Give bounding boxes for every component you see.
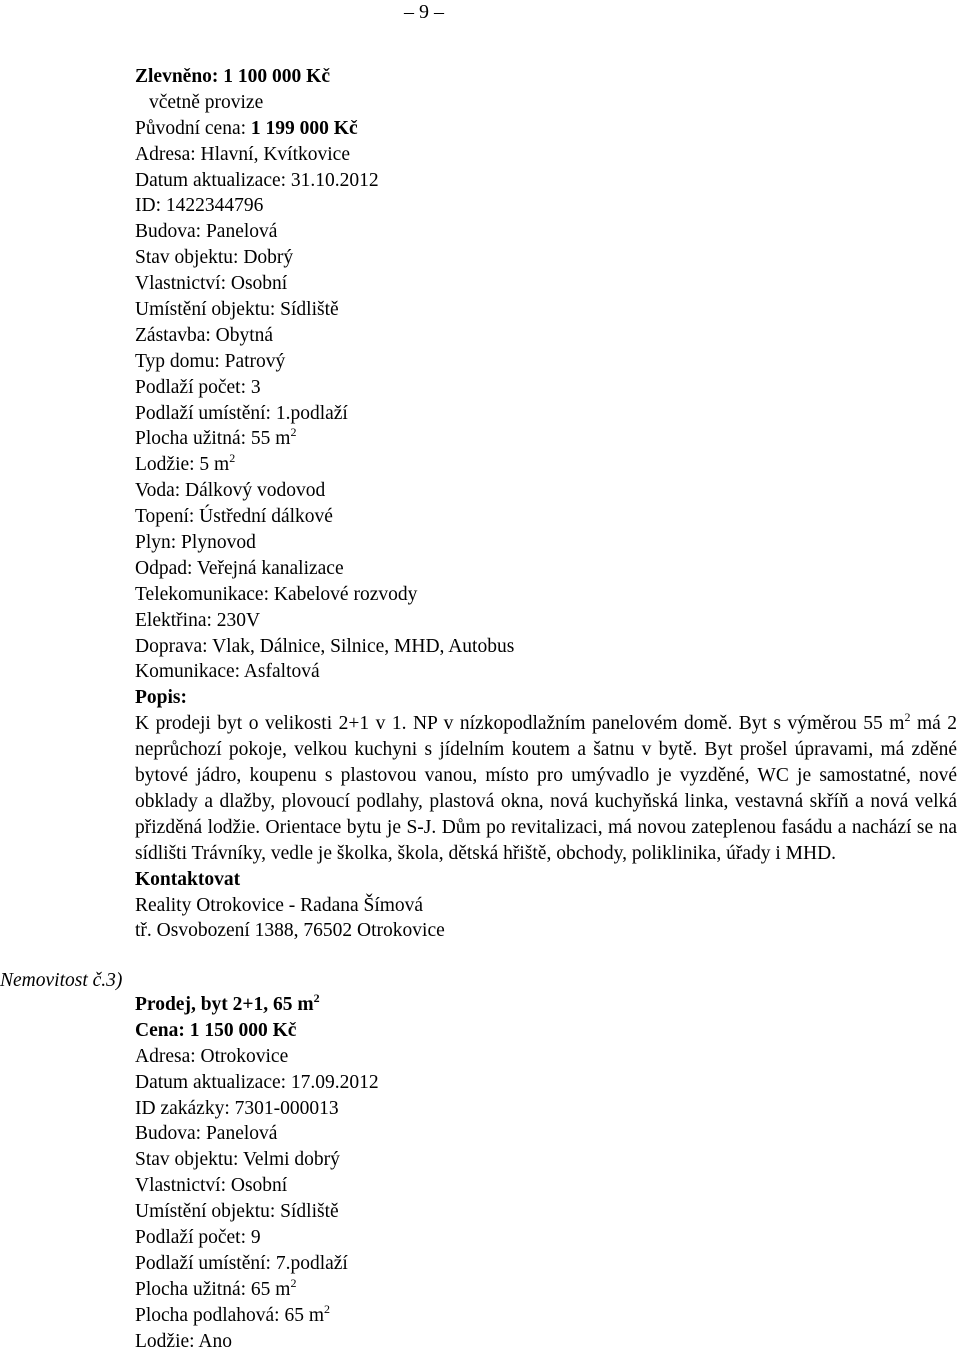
- field-condition: Stav objektu: Velmi dobrý: [135, 1149, 340, 1171]
- original-price: [135, 116, 957, 142]
- superscript: 2: [290, 425, 297, 440]
- field-loggia: Lodžie: Ano: [135, 1330, 232, 1352]
- area-floor-text: Plocha podlahová: 65 m: [135, 1304, 325, 1326]
- superscript: 2: [313, 991, 320, 1005]
- field-location: Umístění objektu: Sídliště: [135, 299, 339, 321]
- listing-price: Cena: 1 150 000 Kč: [135, 1019, 297, 1041]
- field-update-date: Datum aktualizace: 17.09.2012: [135, 1071, 379, 1093]
- including-commission: včetně provize: [149, 91, 264, 113]
- field-id: ID: 1422344796: [135, 195, 264, 217]
- section-label: Nemovitost č.3): [0, 970, 123, 991]
- field-house-type: Typ domu: Patrový: [135, 350, 286, 372]
- original-price-label: Původní cena:: [135, 117, 251, 139]
- field-electricity: Elektřina: 230V: [135, 609, 261, 631]
- field-order-id: ID zakázky: 7301-000013: [135, 1097, 339, 1119]
- field-floor-location: Podlaží umístění: 1.podlaží: [135, 402, 348, 424]
- field-building: Budova: Panelová: [135, 1123, 278, 1145]
- field-update-date: Datum aktualizace: 31.10.2012: [135, 169, 379, 191]
- field-floor-count: Podlaží počet: 3: [135, 376, 261, 398]
- field-location: Umístění objektu: Sídliště: [135, 1201, 339, 1223]
- field-floor-count: Podlaží počet: 9: [135, 1227, 261, 1249]
- field-development: Zástavba: Obytná: [135, 324, 274, 346]
- loggia-text: Lodžie: 5 m: [135, 454, 230, 476]
- field-water: Voda: Dálkový vodovod: [135, 480, 326, 502]
- field-area-floor: [135, 1303, 957, 1329]
- field-road: Komunikace: Asfaltová: [135, 661, 320, 683]
- description-part1: K prodeji byt o velikosti 2+1 v 1. NP v nízkopodlažním panelovém domě. Byt s výměrou 55 m: [135, 713, 905, 735]
- field-transport: Doprava: Vlak, Dálnice, Silnice, MHD, Autobus: [135, 635, 515, 657]
- field-ownership: Vlastnictví: Osobní: [135, 1175, 288, 1197]
- field-gas: Plyn: Plynovod: [135, 532, 256, 554]
- superscript: 2: [290, 1275, 297, 1290]
- page-number: – 9 –: [404, 1, 444, 23]
- field-condition: Stav objektu: Dobrý: [135, 247, 294, 269]
- contact-heading: Kontaktovat: [135, 868, 241, 890]
- field-area-useful: [135, 1277, 957, 1303]
- contact-name: Reality Otrokovice - Radana Šímová: [135, 894, 424, 916]
- field-building: Budova: Panelová: [135, 221, 278, 243]
- field-ownership: Vlastnictví: Osobní: [135, 273, 288, 295]
- area-useful-text: Plocha užitná: 65 m: [135, 1278, 291, 1300]
- field-heating: Topení: Ústřední dálkové: [135, 506, 333, 528]
- description-heading: Popis:: [135, 687, 188, 709]
- superscript: 2: [324, 1301, 331, 1316]
- field-area-useful: [135, 426, 957, 452]
- contact-address: tř. Osvobození 1388, 76502 Otrokovice: [135, 920, 445, 942]
- listing-2: [135, 992, 957, 1354]
- original-price-value: 1 199 000 Kč: [250, 117, 358, 139]
- field-telecom: Telekomunikace: Kabelové rozvody: [135, 583, 418, 605]
- listing-1: [135, 64, 957, 944]
- field-loggia: [135, 452, 957, 478]
- field-address: Adresa: Hlavní, Kvítkovice: [135, 143, 350, 165]
- field-address: Adresa: Otrokovice: [135, 1045, 289, 1067]
- superscript: 2: [229, 451, 236, 466]
- listing-title-text: Prodej, byt 2+1, 65 m: [135, 994, 314, 1015]
- listing-title: [135, 992, 957, 1018]
- field-floor-location: Podlaží umístění: 7.podlaží: [135, 1252, 348, 1274]
- description-part2: má 2 neprůchozí pokoje, velkou kuchyni s jídelním koutem a šatnu v bytě. Byt prošel úpravami, má zděné bytové jádro, koupenu s plastovou vanou, místo pro umývadlo je vyzděné, WC je samostatné, nové obklady a dlažby, plovoucí podlahy, plastová okna, nová kuchyňská linka, vestavná skříň a nová velká přizděná lodžie. Orientace bytu je S-J. Dům po revitalizaci, má novou zateplenou fasádu a nachází se na sídlišti Trávníky, vedle je školka, škola, dětská hřiště, obchody, poliklinika, úřady i MHD.: [135, 713, 958, 864]
- area-useful-text: Plocha užitná: 55 m: [135, 428, 291, 450]
- field-waste: Odpad: Veřejná kanalizace: [135, 557, 344, 579]
- price-reduced: Zlevněno: 1 100 000 Kč: [135, 66, 330, 87]
- description-paragraph: [135, 711, 957, 866]
- superscript: 2: [904, 710, 911, 725]
